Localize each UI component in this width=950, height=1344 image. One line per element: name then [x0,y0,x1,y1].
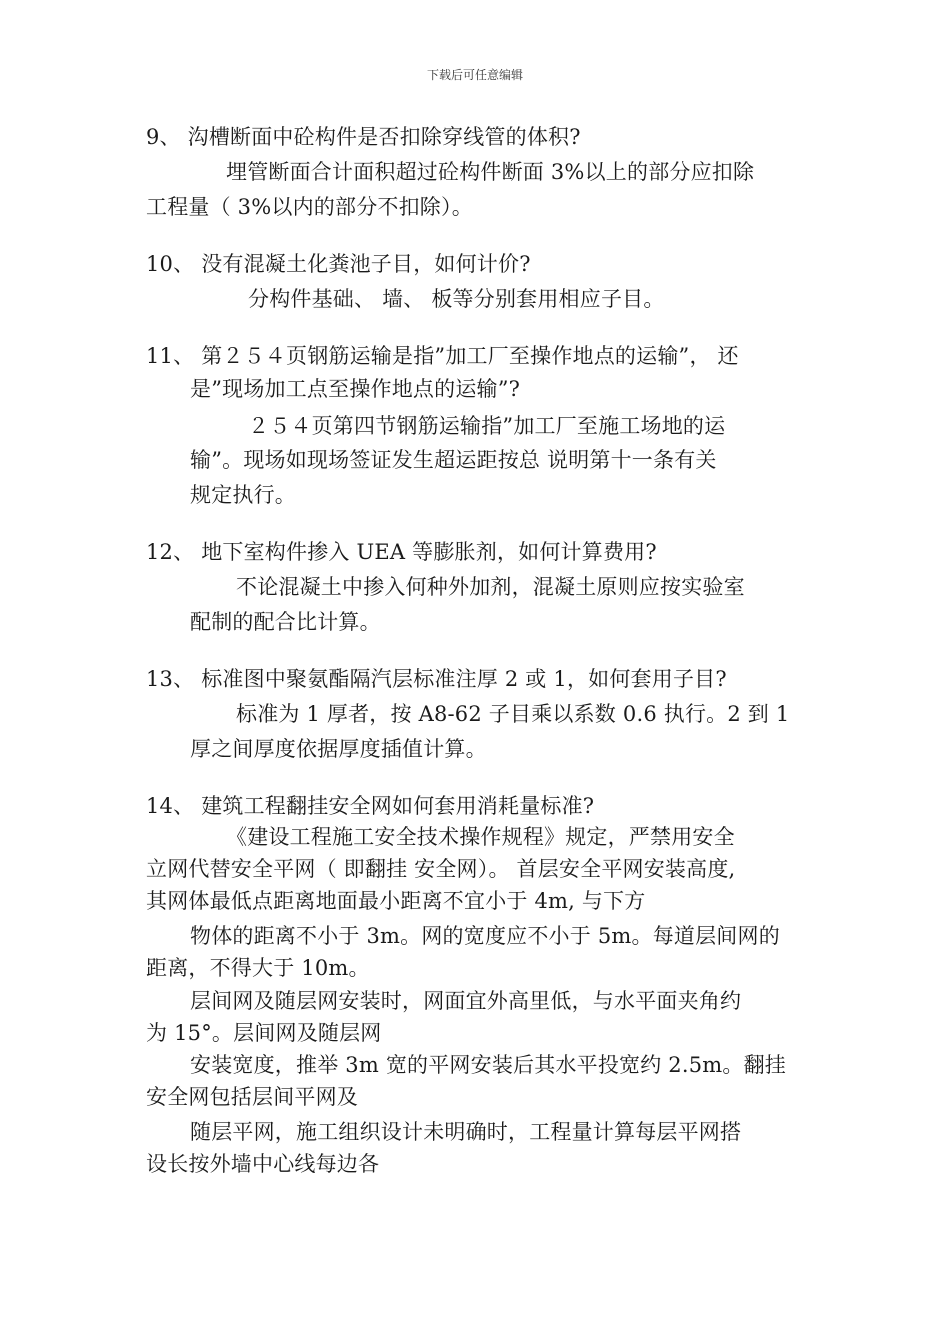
page-header: 下载后可任意编辑 [426,68,523,82]
answer-13-line-1: 标准为 1 厚者，按 A8-62 子目乘以系数 0.6 执行。2 到 1 [236,702,790,726]
answer-11-line-3: 规定执行。 [190,483,296,507]
answer-14-line-4: 物体的距离不小于 3m。网的宽度应不小于 5m。每道层间网的 [190,924,780,948]
answer-14-line-11: 设长按外墙中心线每边各 [146,1152,380,1176]
answer-14-line-8: 安装宽度，推举 3m 宽的平网安装后其水平投宽约 2.5m。翻挂 [190,1053,787,1077]
question-9: 9、 沟槽断面中砼构件是否扣除穿线管的体积? [146,125,581,149]
question-11-line-2: 是”现场加工点至操作地点的运输”? [190,377,521,401]
answer-14-line-10: 随层平网，施工组织设计未明确时，工程量计算每层平网搭 [190,1120,742,1144]
answer-11-line-2: 输”。现场如现场签证发生超运距按总 说明第十一条有关 [190,448,717,472]
question-12: 12、 地下室构件掺入 UEA 等膨胀剂，如何计算费用? [146,540,657,564]
answer-14-line-6: 层间网及随层网安装时，网面宜外高里低，与水平面夹角约 [190,989,742,1013]
question-14: 14、 建筑工程翻挂安全网如何套用消耗量标准? [146,794,595,818]
answer-14-line-1: 《建设工程施工安全技术操作规程》规定，严禁用安全 [226,825,735,849]
answer-9-line-1: 埋管断面合计面积超过砼构件断面 3%以上的部分应扣除 [226,160,755,184]
answer-9-line-2: 工程量（ 3%以内的部分不扣除）。 [146,195,473,219]
answer-14-line-2: 立网代替安全平网（ 即翻挂 安全网）。 首层安全平网安装高度, [146,857,736,881]
answer-12-line-1: 不论混凝土中掺入何种外加剂，混凝土原则应按实验室 [236,575,745,599]
answer-14-line-5: 距离，不得大于 10m。 [146,956,370,980]
answer-11-line-1: ２５４页第四节钢筋运输指”加工厂至施工场地的运 [248,414,726,438]
question-13: 13、 标准图中聚氨酯隔汽层标准注厚 2 或 1，如何套用子目? [146,667,727,691]
answer-14-line-7: 为 15°。层间网及随层网 [146,1021,382,1045]
answer-14-line-9: 安全网包括层间平网及 [146,1085,358,1109]
question-10: 10、 没有混凝土化粪池子目，如何计价? [146,252,531,276]
answer-13-line-2: 厚之间厚度依据厚度插值计算。 [190,737,487,761]
question-11-line-1: 11、 第２５４页钢筋运输是指”加工厂至操作地点的运输”， 还 [146,344,739,368]
answer-14-line-3: 其网体最低点距离地面最小距离不宜小于 4m, 与下方 [146,889,646,913]
answer-10: 分构件基础、 墙、 板等分别套用相应子目。 [248,287,665,311]
answer-12-line-2: 配制的配合比计算。 [190,610,381,634]
